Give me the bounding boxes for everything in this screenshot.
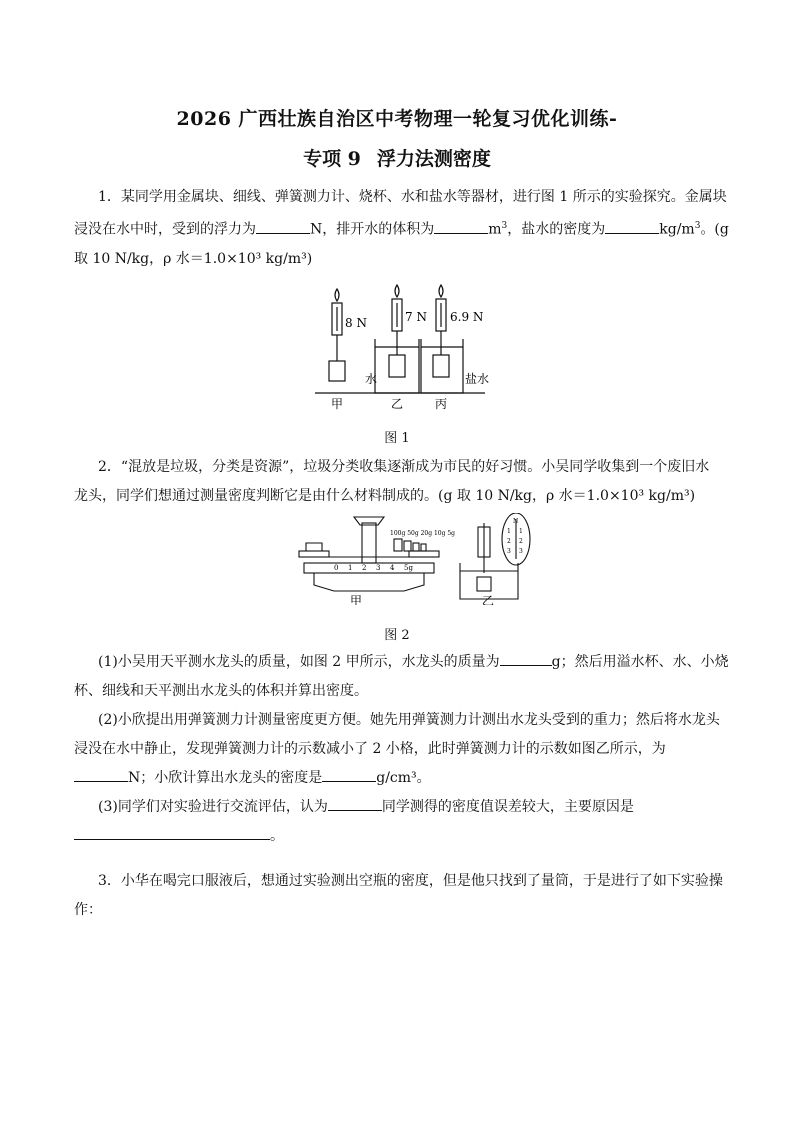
figure-2-caption: 图 2 [384,628,410,643]
label-bing: 丙 [435,397,448,411]
scale-tick-label: 5g [404,564,413,572]
document-title: 2026 广西壮族自治区中考物理一轮复习优化训练- [176,108,618,130]
subtitle-text: 浮力法测密度 [376,148,491,170]
answer-blank[interactable] [322,767,376,782]
q2-line-2: 龙头，同学们想通过测量密度判断它是由什么材料制成的。(g 取 10 N/kg，ρ 水＝1.0×10³ kg/m³) [74,488,696,504]
answer-blank[interactable] [74,767,128,782]
q2-part-2-line-1: (2)小欣提出用弹簧测力计测量密度更方便。她先用弹簧测力计测出水龙头受到的重力；然后将水龙头 [98,712,720,728]
answer-blank[interactable] [500,651,552,666]
dial-tick-label: 1 [507,528,511,535]
reading-bing: 6.9 N [450,310,484,324]
label-yi-2: 乙 [482,594,495,605]
q2-part-1-line-2: 杯、细线和天平测出水龙头的体积并算出密度。 [74,683,368,699]
label-brine: 盐水 [465,372,490,386]
q3-line-2: 作： [74,902,102,918]
dial-tick-label: 3 [507,548,511,555]
scale-tick-label: 0 [334,564,339,572]
answer-blank[interactable] [74,825,270,840]
label-yi: 乙 [391,397,404,411]
label-jia-2: 甲 [350,594,363,605]
dial-tick-label: 3 [519,548,523,555]
q2-part-1-line-1: (1)小吴用天平测水龙头的质量，如图 2 甲所示，水龙头的质量为 g；然后用溢水杯、水、小烧 [74,648,724,677]
q2-part-2-line-3: N；小欣计算出水龙头的密度是 g/cm³。 [74,764,724,793]
reading-yi: 7 N [405,310,427,324]
question-3 [74,867,724,925]
q2-part-3-line-1: (3)同学们对实验进行交流评估，认为 同学测得的密度值误差较大，主要原因是 [74,793,724,822]
q1-line-1: 1．某同学用金属块、细线、弹簧测力计、烧杯、水和盐水等器材，进行图 1 所示的实验探究。金属块 [98,189,727,205]
reading-jia: 8 N [345,316,367,330]
question-2-parts [74,648,729,851]
scale-tick-label: 2 [362,564,367,572]
answer-blank[interactable] [256,219,310,234]
q1-line-3: 取 10 N/kg，ρ 水＝1.0×10³ kg/m³) [74,250,313,267]
document-subtitle [0,144,794,171]
scale-tick-label: 1 [348,564,353,572]
answer-blank[interactable] [434,219,488,234]
question-1 [74,183,729,274]
q2-line-1: 2．“混放是垃圾，分类是资源”，垃圾分类收集逐渐成为市民的好习惯。小吴同学收集到一个废旧水 [98,459,710,475]
label-water: 水 [365,372,378,386]
figure-2 [294,513,550,605]
dial-tick-label: 2 [519,538,523,545]
q2-part-2-line-2: 浸没在水中静止，发现弹簧测力计的示数减小了 2 小格，此时弹簧测力计的示数如图乙所示，为 [74,741,666,757]
scale-tick-label: 4 [390,564,395,572]
figure-1 [315,283,505,413]
q1-line-2: 浸没在水中时，受到的浮力为 N，排开水的体积为 $m^3$，盐水的密度为 $kg/m^3$。(g [74,212,724,245]
dial-tick-label: 1 [519,528,523,535]
q2-part-3-line-2: 。 [74,822,724,851]
figure-1-caption: 图 1 [384,431,410,446]
answer-blank[interactable] [328,796,382,811]
dial-tick-label: N [513,518,519,525]
scale-tick-label: 3 [376,564,381,572]
label-jia: 甲 [331,397,344,411]
answer-blank[interactable] [605,219,659,234]
subtitle-number: 专项 9 [303,148,361,170]
dial-tick-label: 2 [507,538,511,545]
q3-line-1: 3．小华在喝完口服液后，想通过实验测出空瓶的密度，但是他只找到了量筒，于是进行了如下实验操 [98,873,723,889]
question-2 [74,453,724,511]
weights-label: 100g 50g 20g 10g 5g [390,530,456,537]
